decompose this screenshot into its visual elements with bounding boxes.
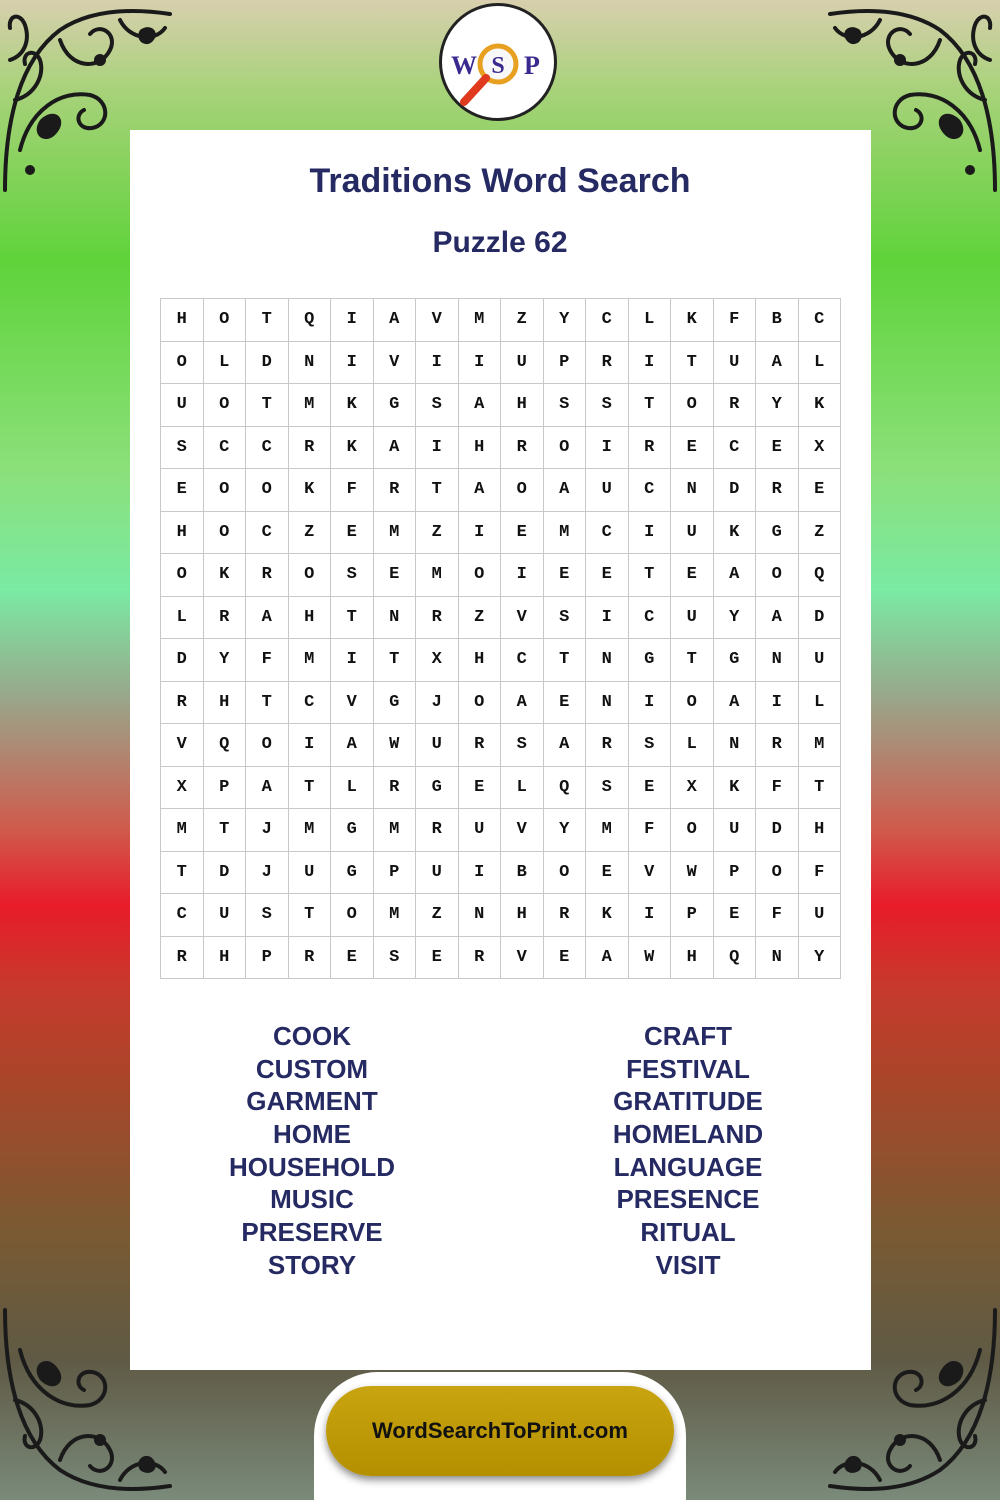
grid-cell[interactable]: U (161, 384, 204, 427)
grid-cell[interactable]: G (714, 639, 757, 682)
grid-cell[interactable]: D (204, 852, 247, 895)
grid-cell[interactable]: R (289, 427, 332, 470)
word-item: MUSIC (270, 1184, 354, 1215)
grid-cell[interactable]: G (416, 767, 459, 810)
grid-cell[interactable]: S (501, 724, 544, 767)
grid-cell[interactable]: P (671, 894, 714, 937)
grid-cell[interactable]: X (161, 767, 204, 810)
grid-cell[interactable]: V (501, 937, 544, 980)
grid-cell[interactable]: C (204, 427, 247, 470)
grid-cell[interactable]: T (246, 299, 289, 342)
grid-cell[interactable]: M (586, 809, 629, 852)
grid-cell[interactable]: I (459, 342, 502, 385)
grid-cell[interactable]: K (671, 299, 714, 342)
grid-cell[interactable]: E (799, 469, 842, 512)
grid-cell[interactable]: O (671, 682, 714, 725)
grid-cell[interactable]: I (629, 342, 672, 385)
grid-cell[interactable]: R (374, 767, 417, 810)
grid-cell[interactable]: Z (416, 894, 459, 937)
grid-cell[interactable]: I (459, 852, 502, 895)
grid-cell[interactable]: Q (204, 724, 247, 767)
grid-cell[interactable]: Q (289, 299, 332, 342)
grid-cell[interactable]: Z (289, 512, 332, 555)
grid-cell[interactable]: I (416, 427, 459, 470)
grid-cell[interactable]: S (586, 384, 629, 427)
grid-cell[interactable]: M (374, 809, 417, 852)
grid-cell[interactable]: R (246, 554, 289, 597)
grid-cell[interactable]: R (756, 724, 799, 767)
grid-cell[interactable]: V (501, 597, 544, 640)
grid-cell[interactable]: C (586, 512, 629, 555)
grid-cell[interactable]: C (629, 597, 672, 640)
grid-cell[interactable]: H (459, 639, 502, 682)
grid-cell[interactable]: I (586, 427, 629, 470)
grid-cell[interactable]: C (629, 469, 672, 512)
grid-cell[interactable]: L (799, 342, 842, 385)
grid-cell[interactable]: M (374, 512, 417, 555)
grid-cell[interactable]: C (289, 682, 332, 725)
grid-cell[interactable]: Y (204, 639, 247, 682)
grid-cell[interactable]: T (246, 384, 289, 427)
grid-cell[interactable]: U (501, 342, 544, 385)
grid-cell[interactable]: I (416, 342, 459, 385)
grid-cell[interactable]: M (289, 809, 332, 852)
grid-cell[interactable]: D (246, 342, 289, 385)
logo-letter-w: W (451, 51, 477, 80)
grid-cell[interactable]: H (204, 682, 247, 725)
site-link-button[interactable]: WordSearchToPrint.com (326, 1386, 674, 1476)
grid-cell[interactable]: O (459, 682, 502, 725)
grid-cell[interactable]: B (756, 299, 799, 342)
word-item: HOMELAND (612, 1119, 764, 1150)
grid-cell[interactable]: T (799, 767, 842, 810)
grid-cell[interactable]: U (204, 894, 247, 937)
grid-cell[interactable]: B (501, 852, 544, 895)
grid-cell[interactable]: Q (714, 937, 757, 980)
grid-cell[interactable]: Z (799, 512, 842, 555)
grid-cell[interactable]: K (714, 512, 757, 555)
grid-cell[interactable]: E (544, 937, 587, 980)
grid-cell[interactable]: D (714, 469, 757, 512)
grid-cell[interactable]: L (331, 767, 374, 810)
grid-cell[interactable]: K (586, 894, 629, 937)
word-item: RITUAL (640, 1217, 736, 1248)
grid-cell[interactable]: A (544, 469, 587, 512)
word-item: GRATITUDE (613, 1086, 763, 1117)
grid-cell[interactable]: A (714, 554, 757, 597)
grid-cell[interactable]: O (161, 554, 204, 597)
word-item: HOUSEHOLD (228, 1151, 396, 1182)
grid-cell[interactable]: S (544, 597, 587, 640)
word-list-left (132, 1020, 492, 1282)
grid-cell[interactable]: F (714, 299, 757, 342)
grid-cell[interactable]: O (756, 554, 799, 597)
grid-cell[interactable]: H (671, 937, 714, 980)
grid-cell[interactable]: E (416, 937, 459, 980)
grid-cell[interactable]: O (459, 554, 502, 597)
grid-cell[interactable]: G (629, 639, 672, 682)
grid-cell[interactable]: P (246, 937, 289, 980)
grid-cell[interactable]: L (629, 299, 672, 342)
grid-cell[interactable]: K (204, 554, 247, 597)
grid-cell[interactable]: S (629, 724, 672, 767)
grid-cell[interactable]: A (586, 937, 629, 980)
grid-cell[interactable]: E (459, 767, 502, 810)
grid-cell[interactable]: E (671, 427, 714, 470)
grid-cell[interactable]: R (586, 342, 629, 385)
word-item: LANGUAGE (613, 1151, 763, 1182)
grid-cell[interactable]: I (331, 299, 374, 342)
grid-cell[interactable]: U (714, 809, 757, 852)
grid-cell[interactable]: T (416, 469, 459, 512)
grid-cell[interactable]: E (501, 512, 544, 555)
grid-cell[interactable]: J (246, 809, 289, 852)
grid-cell[interactable]: R (374, 469, 417, 512)
grid-cell[interactable]: N (586, 639, 629, 682)
grid-cell[interactable]: M (374, 894, 417, 937)
grid-cell[interactable]: U (671, 512, 714, 555)
grid-cell[interactable]: O (204, 384, 247, 427)
grid-cell[interactable]: C (161, 894, 204, 937)
grid-cell[interactable]: G (374, 384, 417, 427)
grid-cell[interactable]: Z (501, 299, 544, 342)
grid-cell[interactable]: N (671, 469, 714, 512)
grid-cell[interactable]: R (161, 937, 204, 980)
grid-cell[interactable]: E (756, 427, 799, 470)
grid-cell[interactable]: V (161, 724, 204, 767)
grid-cell[interactable]: A (714, 682, 757, 725)
grid-cell[interactable]: F (629, 809, 672, 852)
grid-cell[interactable]: K (331, 427, 374, 470)
grid-cell[interactable]: O (331, 894, 374, 937)
grid-cell[interactable]: E (629, 767, 672, 810)
grid-cell[interactable]: M (289, 384, 332, 427)
grid-cell[interactable]: O (544, 427, 587, 470)
word-item: PRESENCE (616, 1184, 760, 1215)
grid-cell[interactable]: H (459, 427, 502, 470)
grid-cell[interactable]: O (289, 554, 332, 597)
logo-letter-p: P (524, 51, 540, 80)
grid-cell[interactable]: Z (459, 597, 502, 640)
grid-cell[interactable]: Y (714, 597, 757, 640)
grid-cell[interactable]: T (204, 809, 247, 852)
grid-cell[interactable]: F (331, 469, 374, 512)
grid-cell[interactable]: N (586, 682, 629, 725)
grid-cell[interactable]: N (374, 597, 417, 640)
grid-cell[interactable]: A (501, 682, 544, 725)
grid-cell[interactable]: U (586, 469, 629, 512)
grid-cell[interactable]: W (671, 852, 714, 895)
grid-cell[interactable]: K (714, 767, 757, 810)
grid-cell[interactable]: I (756, 682, 799, 725)
grid-cell[interactable]: V (629, 852, 672, 895)
grid-cell[interactable]: E (331, 512, 374, 555)
grid-cell[interactable]: W (629, 937, 672, 980)
grid-cell[interactable]: C (586, 299, 629, 342)
grid-cell[interactable]: Q (799, 554, 842, 597)
grid-cell[interactable]: Y (544, 809, 587, 852)
grid-cell[interactable]: O (204, 299, 247, 342)
grid-cell[interactable]: R (714, 384, 757, 427)
word-item: STORY (267, 1249, 357, 1280)
grid-cell[interactable]: T (246, 682, 289, 725)
grid-cell[interactable]: E (331, 937, 374, 980)
grid-cell[interactable]: N (459, 894, 502, 937)
grid-cell[interactable]: H (501, 384, 544, 427)
grid-cell[interactable]: R (586, 724, 629, 767)
grid-cell[interactable]: R (459, 937, 502, 980)
grid-cell[interactable]: H (161, 299, 204, 342)
grid-cell[interactable]: E (161, 469, 204, 512)
grid-cell[interactable]: G (331, 809, 374, 852)
grid-cell[interactable]: S (586, 767, 629, 810)
grid-cell[interactable]: T (289, 767, 332, 810)
word-item: PRESERVE (241, 1217, 383, 1248)
logo-letter-s: S (491, 53, 505, 79)
grid-cell[interactable]: R (459, 724, 502, 767)
grid-cell[interactable]: Q (544, 767, 587, 810)
grid-cell[interactable]: L (799, 682, 842, 725)
grid-cell[interactable]: A (246, 597, 289, 640)
grid-cell[interactable]: H (204, 937, 247, 980)
grid-cell[interactable]: Y (544, 299, 587, 342)
grid-cell[interactable]: U (799, 639, 842, 682)
grid-cell[interactable]: N (714, 724, 757, 767)
grid-cell[interactable]: E (544, 682, 587, 725)
grid-cell[interactable]: D (161, 639, 204, 682)
grid-cell[interactable]: P (714, 852, 757, 895)
grid-cell[interactable]: E (586, 852, 629, 895)
grid-cell[interactable]: H (501, 894, 544, 937)
grid-cell[interactable]: T (374, 639, 417, 682)
grid-cell[interactable]: I (629, 682, 672, 725)
grid-cell[interactable]: O (161, 342, 204, 385)
grid-cell[interactable]: O (204, 469, 247, 512)
grid-cell[interactable]: R (289, 937, 332, 980)
grid-cell[interactable]: C (246, 512, 289, 555)
grid-cell[interactable]: N (756, 937, 799, 980)
grid-cell[interactable]: E (544, 554, 587, 597)
grid-cell[interactable]: A (331, 724, 374, 767)
grid-cell[interactable]: J (416, 682, 459, 725)
grid-cell[interactable]: R (416, 597, 459, 640)
grid-cell[interactable]: O (501, 469, 544, 512)
grid-cell[interactable]: U (671, 597, 714, 640)
grid-cell[interactable]: K (289, 469, 332, 512)
grid-cell[interactable]: U (799, 894, 842, 937)
grid-cell[interactable]: D (799, 597, 842, 640)
word-item: CRAFT (643, 1021, 733, 1051)
page-title: Traditions Word Search (309, 162, 691, 200)
grid-cell[interactable]: Y (756, 384, 799, 427)
grid-cell[interactable]: G (756, 512, 799, 555)
grid-cell[interactable]: T (629, 384, 672, 427)
grid-cell[interactable]: N (756, 639, 799, 682)
grid-cell[interactable]: O (756, 852, 799, 895)
grid-cell[interactable]: U (289, 852, 332, 895)
letter-grid (160, 298, 841, 979)
grid-cell[interactable]: L (204, 342, 247, 385)
grid-cell[interactable]: F (799, 852, 842, 895)
grid-cell[interactable]: A (756, 597, 799, 640)
grid-cell[interactable]: V (416, 299, 459, 342)
grid-cell[interactable]: A (544, 724, 587, 767)
grid-cell[interactable]: I (331, 342, 374, 385)
grid-cell[interactable]: M (289, 639, 332, 682)
grid-cell[interactable]: U (714, 342, 757, 385)
grid-cell[interactable]: D (756, 809, 799, 852)
word-item: HOME (273, 1119, 351, 1150)
grid-cell[interactable]: S (416, 384, 459, 427)
grid-cell[interactable]: O (671, 809, 714, 852)
grid-cell[interactable]: W (374, 724, 417, 767)
grid-cell[interactable]: P (374, 852, 417, 895)
grid-cell[interactable]: I (459, 512, 502, 555)
grid-cell[interactable]: C (714, 427, 757, 470)
grid-cell[interactable]: L (501, 767, 544, 810)
grid-cell[interactable]: U (416, 724, 459, 767)
grid-cell[interactable]: I (289, 724, 332, 767)
grid-cell[interactable]: O (671, 384, 714, 427)
grid-cell[interactable]: A (246, 767, 289, 810)
grid-cell[interactable]: F (246, 639, 289, 682)
grid-cell[interactable]: V (331, 682, 374, 725)
grid-cell[interactable]: I (629, 512, 672, 555)
word-item: COOK (273, 1021, 351, 1051)
site-logo[interactable] (439, 3, 557, 121)
grid-cell[interactable]: S (374, 937, 417, 980)
grid-cell[interactable]: A (459, 469, 502, 512)
grid-cell[interactable]: K (331, 384, 374, 427)
grid-cell[interactable]: H (799, 809, 842, 852)
grid-cell[interactable]: M (544, 512, 587, 555)
grid-cell[interactable]: J (246, 852, 289, 895)
grid-cell[interactable]: N (289, 342, 332, 385)
grid-cell[interactable]: A (374, 427, 417, 470)
word-list-right (508, 1020, 868, 1282)
grid-cell[interactable]: Y (799, 937, 842, 980)
grid-cell[interactable]: I (586, 597, 629, 640)
grid-cell[interactable]: M (161, 809, 204, 852)
grid-cell[interactable]: R (501, 427, 544, 470)
grid-cell[interactable]: Z (416, 512, 459, 555)
grid-cell[interactable]: S (246, 894, 289, 937)
grid-cell[interactable]: X (799, 427, 842, 470)
grid-cell[interactable]: O (246, 469, 289, 512)
puzzle-number: Puzzle 62 (432, 226, 568, 259)
word-item: GARMENT (246, 1086, 378, 1117)
grid-cell[interactable]: A (756, 342, 799, 385)
grid-cell[interactable]: U (459, 809, 502, 852)
grid-cell[interactable]: E (671, 554, 714, 597)
grid-cell[interactable]: U (416, 852, 459, 895)
grid-cell[interactable]: M (459, 299, 502, 342)
grid-cell[interactable]: E (586, 554, 629, 597)
grid-cell[interactable]: V (501, 809, 544, 852)
grid-cell[interactable]: R (161, 682, 204, 725)
grid-cell[interactable]: H (289, 597, 332, 640)
grid-cell[interactable]: T (671, 639, 714, 682)
grid-cell[interactable]: K (799, 384, 842, 427)
grid-cell[interactable]: C (246, 427, 289, 470)
grid-cell[interactable]: C (799, 299, 842, 342)
grid-cell[interactable]: S (544, 384, 587, 427)
grid-cell[interactable]: R (629, 427, 672, 470)
grid-cell[interactable]: R (204, 597, 247, 640)
grid-cell[interactable]: E (714, 894, 757, 937)
word-item: FESTIVAL (626, 1053, 750, 1084)
grid-cell[interactable]: T (544, 639, 587, 682)
grid-cell[interactable]: G (331, 852, 374, 895)
grid-cell[interactable]: X (671, 767, 714, 810)
grid-cell[interactable]: T (161, 852, 204, 895)
grid-cell[interactable]: E (374, 554, 417, 597)
grid-cell[interactable]: F (756, 894, 799, 937)
grid-cell[interactable]: L (671, 724, 714, 767)
grid-cell[interactable]: L (161, 597, 204, 640)
word-item: CUSTOM (255, 1053, 369, 1084)
grid-cell[interactable]: T (331, 597, 374, 640)
grid-cell[interactable]: T (629, 554, 672, 597)
grid-cell[interactable]: H (161, 512, 204, 555)
grid-cell[interactable]: P (544, 342, 587, 385)
grid-cell[interactable]: G (374, 682, 417, 725)
grid-cell[interactable]: I (331, 639, 374, 682)
grid-cell[interactable]: T (671, 342, 714, 385)
grid-cell[interactable]: O (204, 512, 247, 555)
grid-cell[interactable]: I (501, 554, 544, 597)
grid-cell[interactable]: S (161, 427, 204, 470)
grid-cell[interactable]: R (416, 809, 459, 852)
grid-cell[interactable]: T (289, 894, 332, 937)
grid-cell[interactable]: R (756, 469, 799, 512)
word-item: VISIT (655, 1249, 721, 1280)
grid-cell[interactable]: V (374, 342, 417, 385)
grid-cell[interactable]: I (629, 894, 672, 937)
grid-cell[interactable]: A (459, 384, 502, 427)
grid-cell[interactable]: P (204, 767, 247, 810)
grid-cell[interactable]: R (544, 894, 587, 937)
grid-cell[interactable]: S (331, 554, 374, 597)
grid-cell[interactable]: M (416, 554, 459, 597)
grid-cell[interactable]: C (501, 639, 544, 682)
grid-cell[interactable]: M (799, 724, 842, 767)
grid-cell[interactable]: O (544, 852, 587, 895)
grid-cell[interactable]: X (416, 639, 459, 682)
grid-cell[interactable]: F (756, 767, 799, 810)
grid-cell[interactable]: O (246, 724, 289, 767)
grid-cell[interactable]: A (374, 299, 417, 342)
